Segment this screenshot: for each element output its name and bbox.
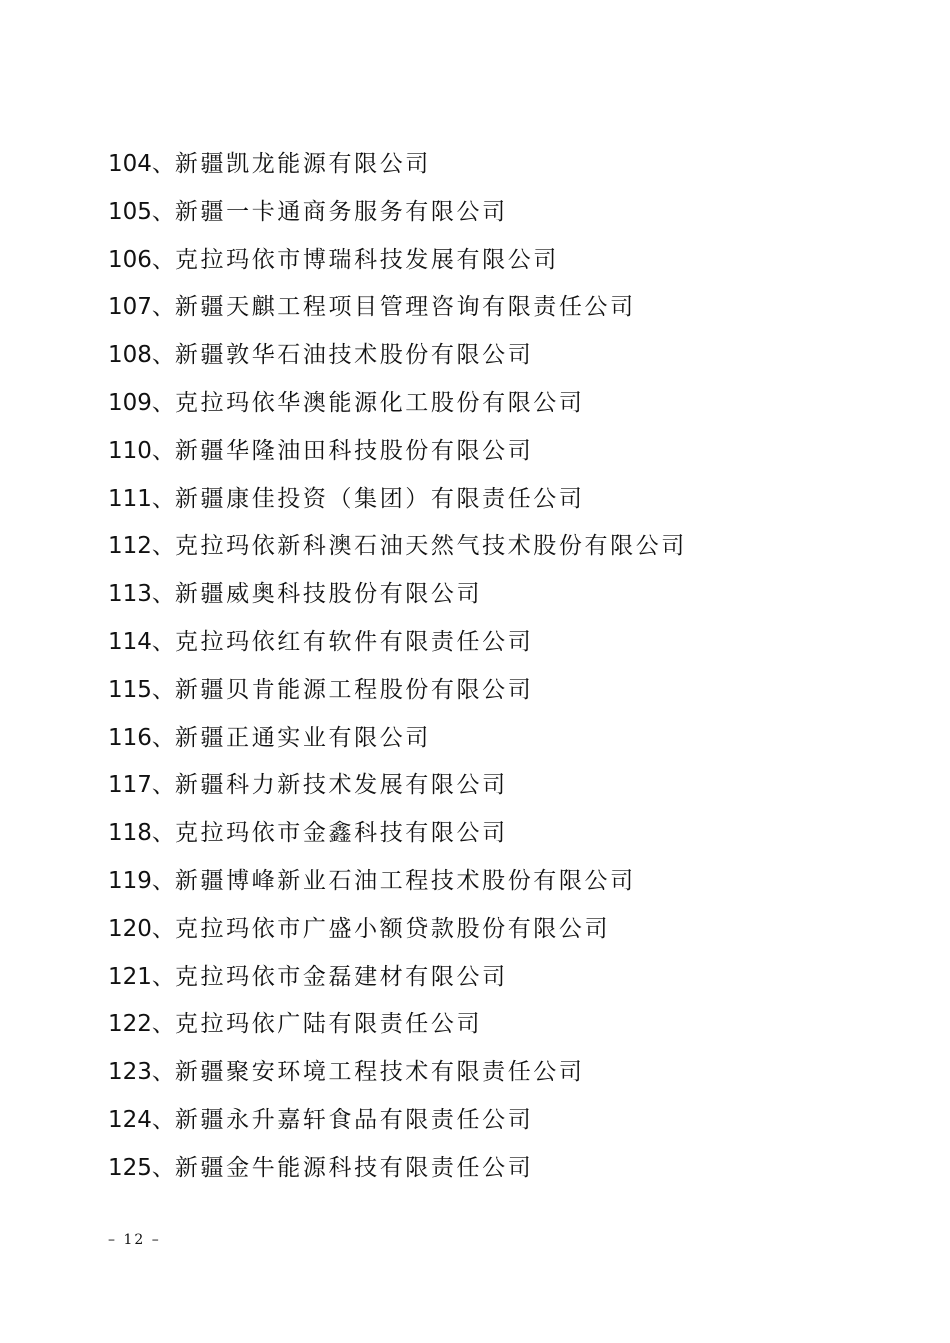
item-number: 119、	[108, 867, 175, 894]
list-item	[108, 1004, 687, 1052]
company-name: 新疆凯龙能源有限公司	[174, 151, 431, 177]
item-number: 107、	[108, 294, 175, 321]
company-name: 新疆康佳投资（集团）有限责任公司	[174, 485, 585, 512]
item-number: 104、	[108, 151, 175, 177]
company-name: 新疆科力新技术发展有限公司	[174, 772, 508, 799]
list-item	[108, 909, 687, 957]
item-number: 108、	[108, 342, 175, 369]
company-name: 新疆一卡通商务服务有限公司	[174, 198, 508, 225]
company-name: 新疆威奥科技股份有限公司	[174, 581, 483, 608]
list-item	[108, 813, 687, 861]
list-item	[108, 957, 687, 1005]
item-number: 125、	[108, 1154, 175, 1181]
list-item	[108, 718, 687, 766]
list-item	[108, 622, 687, 670]
item-number: 106、	[108, 246, 175, 273]
list-item	[108, 383, 687, 431]
company-name: 克拉玛依广陆有限责任公司	[174, 1011, 483, 1038]
item-number: 115、	[108, 676, 175, 703]
list-item	[108, 765, 687, 813]
company-list	[108, 144, 687, 1196]
company-name: 新疆永升嘉轩食品有限责任公司	[174, 1106, 534, 1133]
company-name: 新疆敦华石油技术股份有限公司	[174, 342, 534, 369]
item-number: 110、	[108, 437, 175, 464]
company-name: 新疆聚安环境工程技术有限责任公司	[174, 1059, 585, 1086]
list-item	[108, 861, 687, 909]
company-name: 新疆华隆油田科技股份有限公司	[174, 437, 534, 464]
company-name: 克拉玛依市博瑞科技发展有限公司	[174, 246, 559, 273]
list-item	[108, 287, 687, 335]
list-item	[108, 1100, 687, 1148]
list-item	[108, 335, 687, 383]
company-name: 克拉玛依市金磊建材有限公司	[174, 963, 508, 990]
company-name: 克拉玛依市金鑫科技有限公司	[174, 820, 508, 847]
item-number: 111、	[108, 485, 175, 512]
list-item	[108, 144, 687, 192]
company-name: 克拉玛依红有软件有限责任公司	[174, 628, 534, 655]
item-number: 122、	[108, 1011, 175, 1038]
list-item	[108, 479, 687, 527]
list-item	[108, 431, 687, 479]
item-number: 105、	[108, 198, 175, 225]
company-name: 克拉玛依华澳能源化工股份有限公司	[174, 389, 585, 416]
item-number: 120、	[108, 915, 175, 942]
company-name: 克拉玛依市广盛小额贷款股份有限公司	[174, 915, 611, 942]
item-number: 118、	[108, 820, 175, 847]
list-item	[108, 670, 687, 718]
item-number: 123、	[108, 1059, 175, 1086]
page-number: – 12 –	[108, 1232, 161, 1248]
item-number: 113、	[108, 581, 175, 608]
company-name: 新疆金牛能源科技有限责任公司	[174, 1154, 534, 1181]
company-name: 新疆正通实业有限公司	[174, 724, 431, 751]
list-item	[108, 1052, 687, 1100]
item-number: 121、	[108, 963, 175, 990]
company-name: 新疆贝肯能源工程股份有限公司	[174, 676, 534, 703]
company-name: 新疆博峰新业石油工程技术股份有限公司	[174, 867, 636, 894]
item-number: 112、	[108, 533, 175, 560]
item-number: 116、	[108, 724, 175, 751]
item-number: 114、	[108, 628, 175, 655]
company-name: 克拉玛依新科澳石油天然气技术股份有限公司	[174, 533, 687, 560]
list-item	[108, 1148, 687, 1196]
list-item	[108, 526, 687, 574]
item-number: 124、	[108, 1106, 175, 1133]
list-item	[108, 240, 687, 288]
company-name: 新疆天麒工程项目管理咨询有限责任公司	[174, 294, 636, 321]
list-item	[108, 574, 687, 622]
item-number: 117、	[108, 772, 175, 799]
item-number: 109、	[108, 389, 175, 416]
list-item	[108, 192, 687, 240]
